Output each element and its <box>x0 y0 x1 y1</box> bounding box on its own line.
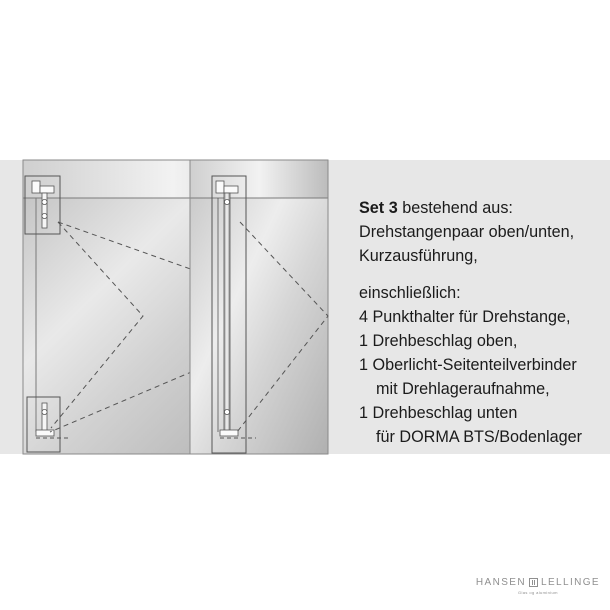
left-bottom-fitting <box>42 403 47 433</box>
brand-mark-icon <box>529 578 538 587</box>
right-transom <box>190 160 328 198</box>
right-rotating-rod <box>224 193 230 433</box>
brand-logo <box>476 577 600 595</box>
included-item: 1 Drehbeschlag unten <box>359 404 518 422</box>
included-item-continuation: für DORMA BTS/Bodenlager <box>376 428 583 446</box>
included-item: 1 Oberlicht-Seitenteilverbinder <box>359 356 577 374</box>
included-item: 1 Drehbeschlag oben, <box>359 332 518 350</box>
brand-tagline: Glas og aluminium <box>517 590 558 595</box>
right-door-drawing <box>190 160 328 454</box>
brand-name-right: LELLINGE <box>540 577 600 588</box>
set-rest: bestehend aus: <box>397 199 513 217</box>
includes-heading: einschließlich: <box>359 284 461 302</box>
description-line: Kurzausführung, <box>359 247 478 265</box>
description-text <box>359 196 609 449</box>
set-heading <box>359 196 609 220</box>
included-item-continuation: mit Drehlageraufnahme, <box>376 380 550 398</box>
left-top-fitting <box>32 181 40 193</box>
set-label: Set 3 <box>359 199 398 217</box>
description-line: Drehstangenpaar oben/unten, <box>359 223 575 241</box>
included-item: 4 Punkthalter für Drehstange, <box>359 308 571 326</box>
brand-name-left: HANSEN <box>475 577 526 588</box>
right-door-glass <box>190 160 328 454</box>
